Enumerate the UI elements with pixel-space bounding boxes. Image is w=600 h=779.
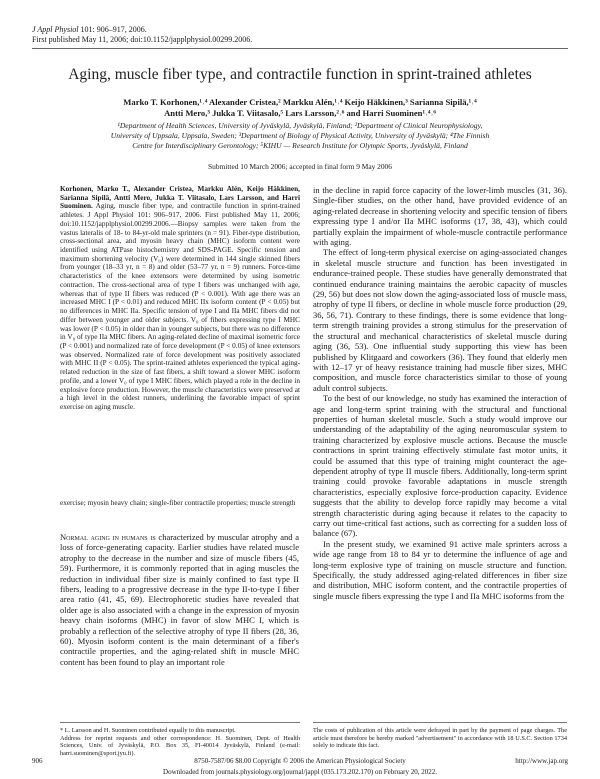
intro-left-column	[60, 532, 299, 667]
author-line: Marko T. Korhonen,¹˒⁴ Alexander Cristea,² Markku Alén,¹˒⁴ Keijo Häkkinen,³ Sarianna Sipilä,¹˒⁴	[123, 97, 477, 107]
intro-lead: Normal aging in humans is	[60, 532, 156, 542]
abstract-body: Aging, muscle fiber type, and contractile function in sprint-trained athletes. J Appl Physiol 101: 906–917, 2006. First published May 11, 2006; doi:10.1152/japplphysiol.00299.2006.—Biopsy samples were taken from the vastus lateralis of 18- to 84-yr-old male sprinters (n = 91). Fiber-type distribution, cross-sectional area, and myosin heavy chain (MHC) isoform content were identified using ATPase histochemistry and SDS-PAGE. Specific tension and maximum shortening velocity (V₀) were determined in 144 single skinned fibers from younger (18–33 yr, n = 8) and older (53–77 yr, n = 9) runners. Force-time characteristics of the knee extensors were determined by using isometric contraction. The cross-sectional area of type I fibers was unchanged with age, whereas that of type II fibers was reduced (P < 0.001). With age there was an increased MHC I (P < 0.01) and reduced MHC IIx isoform content (P < 0.05) but no differences in MHC IIa. Specific tension of type I and IIa MHC fibers did not differ between younger and older subjects. V₀ of fibers expressing type I MHC was lower (P < 0.05) in older than in younger subjects, but there was no difference in V₀ of type IIa MHC fibers. An aging-related decline of maximal isometric force (P < 0.001) and normalized rate of force development (P < 0.05) of knee extensors was observed. Normalized rate of force development was positively associated with MHC II (P < 0.05). The sprint-trained athletes experienced the typical aging-related reduction in the size of fast fibers, a shift toward a slower MHC isoform profile, and a lower V₀ of type I MHC fibers, which played a role in the decline in explosive force production. However, the muscle characteristics were preserved at a high level in the oldest runners, underlining the favorable impact of sprint exercise on aging muscle.	[60, 202, 300, 411]
intro-right-column	[313, 185, 567, 601]
affiliation-line: Centre for Interdisciplinary Gerontology; ⁵KIHU — Research Institute for Olympic Sports, Jyväskylä, Finland	[132, 140, 468, 150]
abstract	[60, 185, 300, 412]
footnote-rule-right	[313, 722, 567, 723]
paragraph: The effect of long-term physical exercise on aging-associated changes in skeletal muscle structure and function has been investigated in endurance-trained people. These studies have generally demonstrated that continued endurance training maintains the aerobic capacity of muscles (29, 56) but does not slow down the aging-associated loss of muscle mass, atrophy of type II fibers, or decline in whole muscle force production (29, 36, 56, 71). Contrary to these findings, there is some evidence that long-term strength training provides a strong stimulus for the preservation of the structural and mechanical characteristics of skeletal muscle during aging (36, 53). One influential study supporting this view has been published by Klitgaard and coworkers (36). They found that elderly men with 12–17 yr of heavy resistance training had muscle fiber sizes, MHC composition, and muscle force characteristics similar to those of young adult control subjects.	[313, 247, 567, 393]
footnote-contribution: * L. Larsson and H. Suominen contributed equally to this manuscript.	[60, 727, 236, 734]
download-note: Downloaded from journals.physiology.org/journal/jappl (035.173.202.170) on February 20, 2022.	[163, 768, 437, 776]
paragraph: in the decline in rapid force capacity of the lower-limb muscles (31, 36). Single-fiber studies, on the other hand, have provided evidence of an aging-related decrease in shortening velocity and specific tension of fibers expressing type I and/or IIa MHC isoforms (17, 38, 43), which could partially explain the impairment of whole-muscle contractile performance with aging.	[313, 185, 567, 248]
footnote-rule-left	[60, 722, 300, 723]
first-published: First published May 11, 2006; doi:10.1152/japplphysiol.00299.2006.	[32, 35, 253, 44]
submission-dates: Submitted 10 March 2006; accepted in final form 9 May 2006	[208, 162, 392, 171]
abstract-authors: Korhonen, Marko T., Alexander Cristea, Markku Alén, Keijo Häkkinen, Sarianna Sipilä, Antti Mero, Jukka T. Viitasalo, Lars Larsson, and Harri Suominen.	[60, 185, 300, 211]
article-title: Aging, muscle fiber type, and contractile function in sprint-trained athletes	[68, 66, 532, 83]
footnote-page-charges: The costs of publication of this article were defrayed in part by the payment of page charges. The article must therefore be hereby marked "advertisement" in accordance with 18 U.S.C. Section 1734 solely to indicate this fact.	[313, 727, 567, 750]
journal-url-link[interactable]: http://www.jap.org	[515, 757, 568, 765]
affiliation-line: University of Uppsala, Uppsala, Sweden; ³Department of Biology of Physical Activity, University of Jyväskylä; ⁴The Finnish	[110, 130, 490, 140]
author-line: Antti Mero,³ Jukka T. Viitasalo,⁵ Lars Larsson,²˒⁶ and Harri Suominen¹˒⁴˒⁶	[164, 108, 436, 118]
copyright-line: 8750-7587/06 $8.00 Copyright © 2006 the American Physiological Society	[194, 757, 406, 765]
author-list	[60, 97, 540, 119]
footnote-correspondence: Address for reprint requests and other correspondence: H. Suominen, Dept. of Health Sciences, Univ. of Jyväskylä, P.O. Box 35, FI-40014 Jyväskylä, Finland (e-mail: harri.suominen@sport.jyu.fi).	[60, 734, 300, 757]
paragraph: To the best of our knowledge, no study has examined the interaction of age and long-term sprint training with the structural and functional properties of human skeletal muscle. Such a study would improve our understanding of the adaptability of the aging neuromuscular system to training characterized by explosive muscle actions. Because the muscle contractions in sprint training effectively stimulate fast motor units, it could be assumed that this type of training might counteract the age-dependent atrophy of type II muscle fibers. Additionally, long-term sprint training could provoke favorable adaptations in muscle strength characteristics, especially explosive force-production capacity. Evidence suggests that the ability to develop force rapidly may become a vital strength characteristic during aging because it relates to the capacity to carry out time-critical fast actions, such as correcting for a sudden loss of balance (67).	[313, 393, 567, 539]
journal-citation	[32, 25, 147, 35]
journal-abbrev: J Appl Physiol	[32, 25, 79, 34]
page-number: 906	[32, 757, 43, 765]
header-rule	[32, 48, 568, 49]
affiliations	[52, 121, 548, 150]
affiliation-line: ¹Department of Health Sciences, University of Jyväskylä, Jyväskylä, Finland; ²Department of Clinical Neurophysiology,	[117, 121, 483, 130]
keywords: exercise; myosin heavy chain; single-fiber contractile properties; muscle strength	[60, 499, 296, 507]
volume-pages: 101: 906–917, 2006.	[78, 25, 147, 34]
intro-left-body: characterized by muscular atrophy and a loss of force-generating capacity. Earlier studies have related muscle atrophy to the decrease in the number and size of muscle fibers (45, 59). Furthermore, it is commonly reported that in aging muscles the reduction in individual fiber size is mainly confined to fast type II fibers, leading to a progressive decrease in the type II-to-type I fiber area ratio (41, 45, 69). Electrophoretic studies have revealed that older age is also associated with a change in the expression of myosin heavy chain isoforms (MHC) in favor of slow MHC I, which is probably a reflection of the selective atrophy of type II fibers (28, 36, 60). Myosin isoform content is the main determinant of a fiber's contractile properties, and the aging-related shift in muscle MHC content has been found to play an important role	[60, 532, 299, 667]
paragraph: In the present study, we examined 91 active male sprinters across a wide age range from 18 to 84 yr to determine the influence of age and long-term explosive type of training on muscle structure and function. Specifically, the study addressed aging-related differences in fiber size and distribution, MHC isoform content, and the contractile properties of single muscle fibers expressing the type I and IIa MHC isoforms from the	[313, 538, 567, 601]
footnote-left	[60, 727, 300, 757]
